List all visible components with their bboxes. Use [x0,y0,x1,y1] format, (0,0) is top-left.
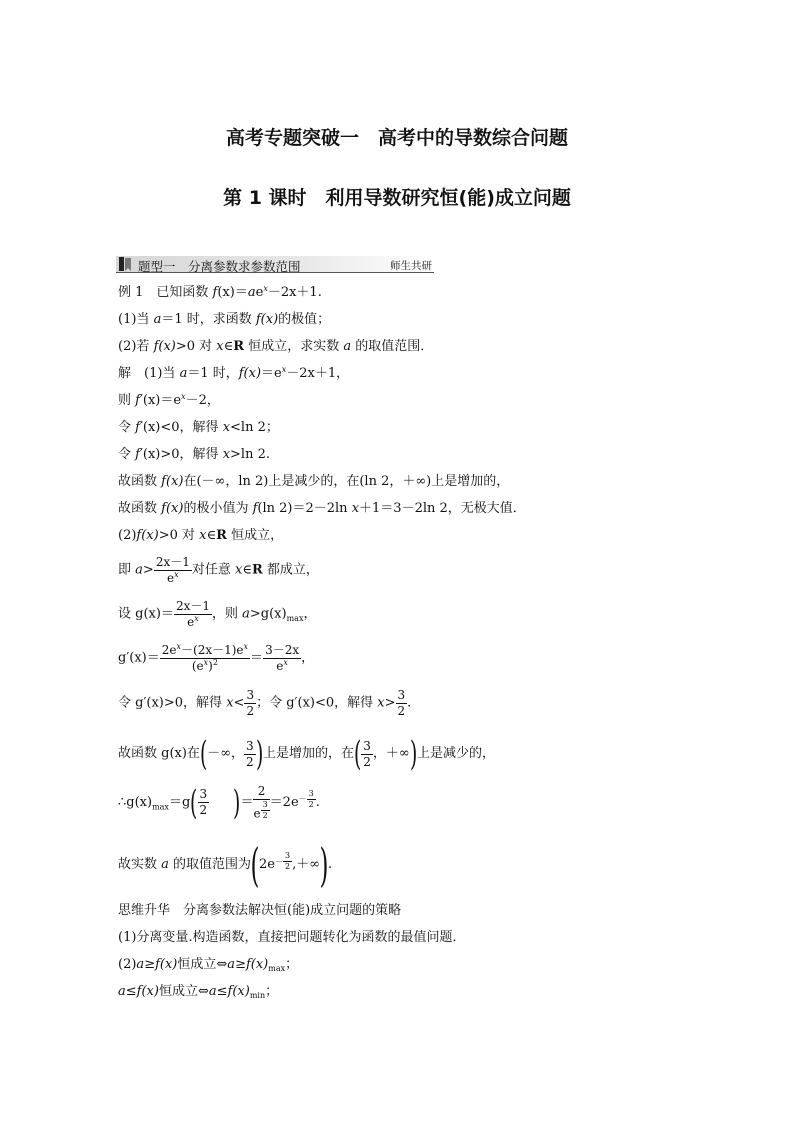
fraction: $\frac{3}{2}$ [363,738,371,769]
fraction: $\frac{2e^x-(2x-1)e^x}{(e^x)^2}$ [161,642,249,673]
solution-line: g′(x)＝ $\frac{2e^x-(2x-1)e^x}{(e^x)^2}$ ＝ $\frac{3-2x}{e^x}$ ， [118,642,315,673]
section-header [116,256,434,273]
solution-line: (2)f(x)>0 对 x∈R 恒成立， [118,528,284,543]
section-tag: 师生共研 [390,260,432,272]
summary-line: (1)分离变量.构造函数，直接把问题转化为函数的最值问题． [118,930,466,945]
fraction: $\frac{2x-1}{e^x}$ [175,599,210,629]
fraction: $\frac{3}{2}$ [397,688,406,718]
section-label: 题型一 分离参数求参数范围 [138,259,301,274]
solution-line: 令 g′(x)>0，解得 x< $\frac{3}{2}$ ；令 g′(x)<0，解得 x> $\frac{3}{2}$ . [118,688,412,718]
solution-line: 故函数 f(x)在(－∞，ln 2)上是减少的，在(ln 2，＋∞)上是增加的， [118,474,510,489]
solution-line: 即 a> $\frac{2x-1}{e^x}$ 对任意 x∈R 都成立， [118,555,319,585]
summary-title: 思维升华 分离参数法解决恒(能)成立问题的策略 [118,903,402,918]
solution-line: $\therefore g(x)_{max}=g$( $\frac{3}{2}$ )＝ 2 e $^{\frac{3}{2}}$ $=2e^{- \frac{3}{2}}$ . [118,782,320,823]
solution-line: 设 g(x)＝ $\frac{2x-1}{e^x}$ ，则 $a>g(x)_{max}$， [118,599,317,629]
fraction: $\frac{3}{2}$ [246,688,255,718]
fraction: $\frac{3}{2}$ [199,787,208,818]
solution-line: 故函数 f(x)的极小值为 f(ln 2)＝2－2ln x＋1＝3－2ln 2，无极大值． [118,501,526,516]
page-subtitle: 第 1 课时 利用导数研究恒(能)成立问题 [223,187,571,209]
solution-line: 则 $f'(x)=e^x-2$， [118,392,220,408]
example-statement: 例 1 已知函数 $f(x)=ae^x-2x+1$. [118,284,322,300]
solution-line: 令 f′(x)>0，解得 x>ln 2. [118,447,270,462]
solution-line: 解 (1)当 a＝1 时，$f(x)=e^x-2x+1$， [118,365,350,381]
solution-line: 故函数 g(x)在(－∞， $\frac{3}{2}$ )上是增加的，在( $\frac{3}{2}$ ，＋∞)上是减少的， [118,734,495,774]
solution-line: 故实数 a 的取值范围为($2e^{- \frac{3}{2}}$ ,＋∞). [118,838,333,892]
fraction: $\frac{3-2x}{e^x}$ [265,643,300,673]
summary-line: (2)a≥f(x)恒成立$\Leftrightarrow a\ge f(x)_{max}$； [118,957,299,973]
fraction: $\frac{2x-1}{e^x}$ [155,555,190,585]
solution-line: 令 f′(x)<0，解得 x<ln 2； [118,420,279,435]
fraction: $\frac{3}{2}$ [246,738,254,769]
fraction: 2 e $^{\frac{3}{2}}$ [253,784,268,821]
example-part-1: (1)当 a＝1 时，求函数 f(x)的极值； [118,312,331,327]
page-title: 高考专题突破一 高考中的导数综合问题 [225,127,568,149]
summary-line: a≤f(x)恒成立$\Leftrightarrow a\le f(x)_{min}$； [118,984,279,1000]
example-part-2: (2)若 f(x)>0 对 x∈R 恒成立，求实数 a 的取值范围． [118,339,434,354]
bookmark-icon [119,257,131,271]
